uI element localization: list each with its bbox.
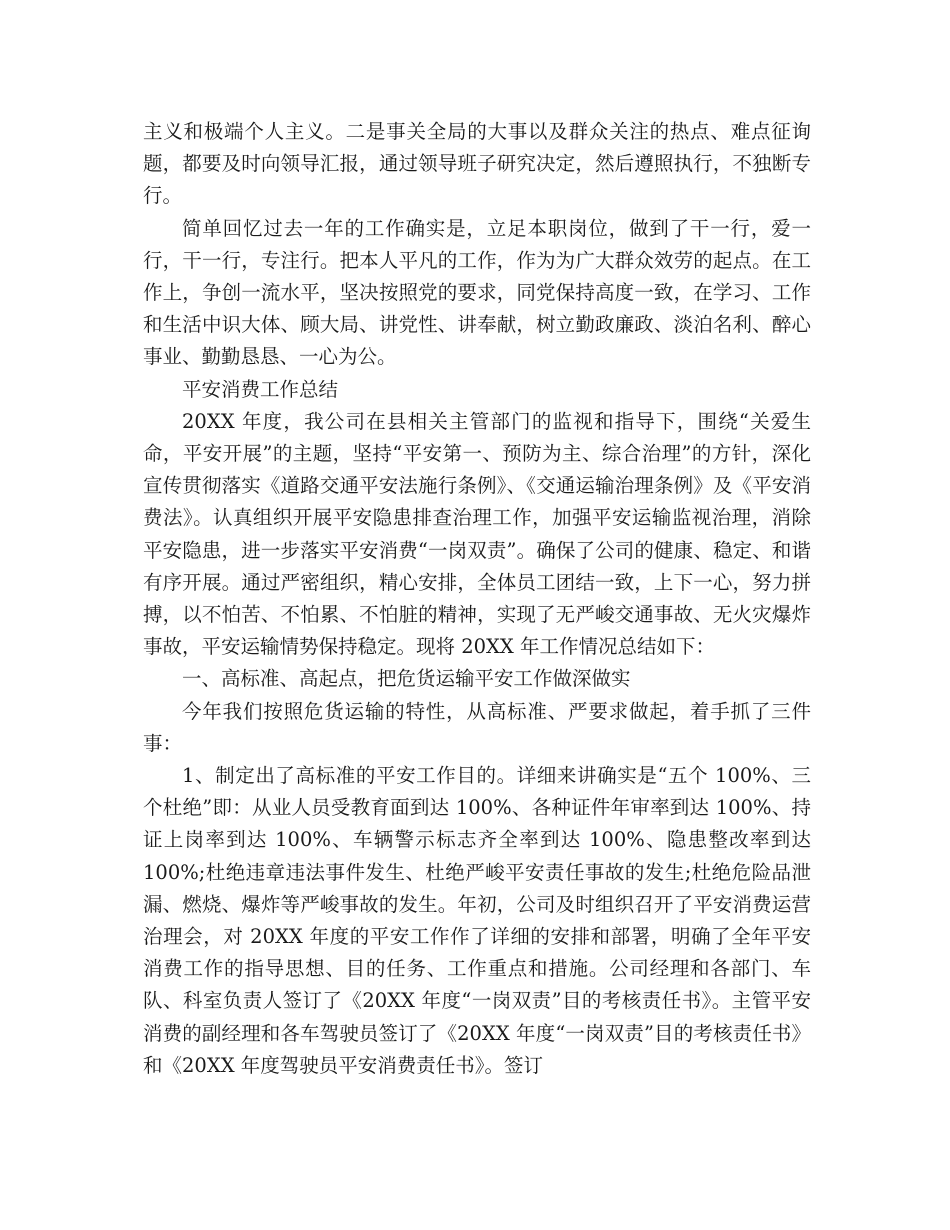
section-title: 平安消费工作总结 [182,377,339,401]
paragraph-annual-overview: 20XX 年度，我公司在县相关主管部门的监视和指导下，围绕“关爱生命，平安开展”的主题，坚持“平安第一、预防为主、综合治理”的方针，深化宣传贯彻落实《道路交通平安法施行条例》、《交通运输治理条例》及《平安消费法》。认真组织开展平安隐患排查治理工作，加强平安运输监视治理，消除平安隐患，进一步落实平安消费“一岗双责”。确保了公司的健康、稳定、和谐有序开展。通过严密组织，精心安排，全体员工团结一致，上下一心，努力拼搏，以不怕苦、不怕累、不怕脏的精神，实现了无严峻交通事故、无火灾爆炸事故，平安运输情势保持稳定。现将 20XX 年工作情况总结如下： [143,409,811,659]
section-heading-1: 一、高标准、高起点，把危货运输平安工作做深做实 [182,667,631,691]
paragraph-item-1: 1、制定出了高标准的平安工作目的。详细来讲确实是“五个 100%、三个杜绝”即：从业人员受教育面到达 100%、各种证件年审率到达 100%、持证上岗率到达 100%、车辆警示标志齐全率到达 100%、隐患整改率到达 100%;杜绝违章违法事件发生、杜绝严峻平安责任事故的发生;杜绝危险品泄漏、燃烧、爆炸等严峻事故的发生。年初，公司及时组织召开了平安消费运营治理会，对 20XX 年度的平安工作作了详细的安排和部署，明确了全年平安消费工作的指导思想、目的任务、工作重点和措施。公司经理和各部门、车队、科室负责人签订了《20XX 年度“一岗双责”目的考核责任书》。主管平安消费的副经理和各车驾驶员签订了《20XX 年度“一岗双责”目的考核责任书》和《20XX 年度驾驶员平安消费责任书》。签订 [143,764,811,1077]
paragraph-continuation: 主义和极端个人主义。二是事关全局的大事以及群众关注的热点、难点征询题，都要及时向领导汇报，通过领导班子研究决定，然后遵照执行，不独断专行。 [143,120,811,208]
paragraph-three-tasks: 今年我们按照危货运输的特性，从高标准、严要求做起，着手抓了三件事： [143,699,811,755]
document-body [143,116,811,1082]
paragraph-work-review: 简单回忆过去一年的工作确实是，立足本职岗位，做到了干一行，爱一行，干一行，专注行。把本人平凡的工作，作为为广大群众效劳的起点。在工作上，争创一流水平，坚决按照党的要求，同党保持高度一致，在学习、工作和生活中识大体、顾大局、讲党性、讲奉献，树立勤政廉政、淡泊名利、醉心事业、勤勤恳恳、一心为公。 [143,216,811,369]
